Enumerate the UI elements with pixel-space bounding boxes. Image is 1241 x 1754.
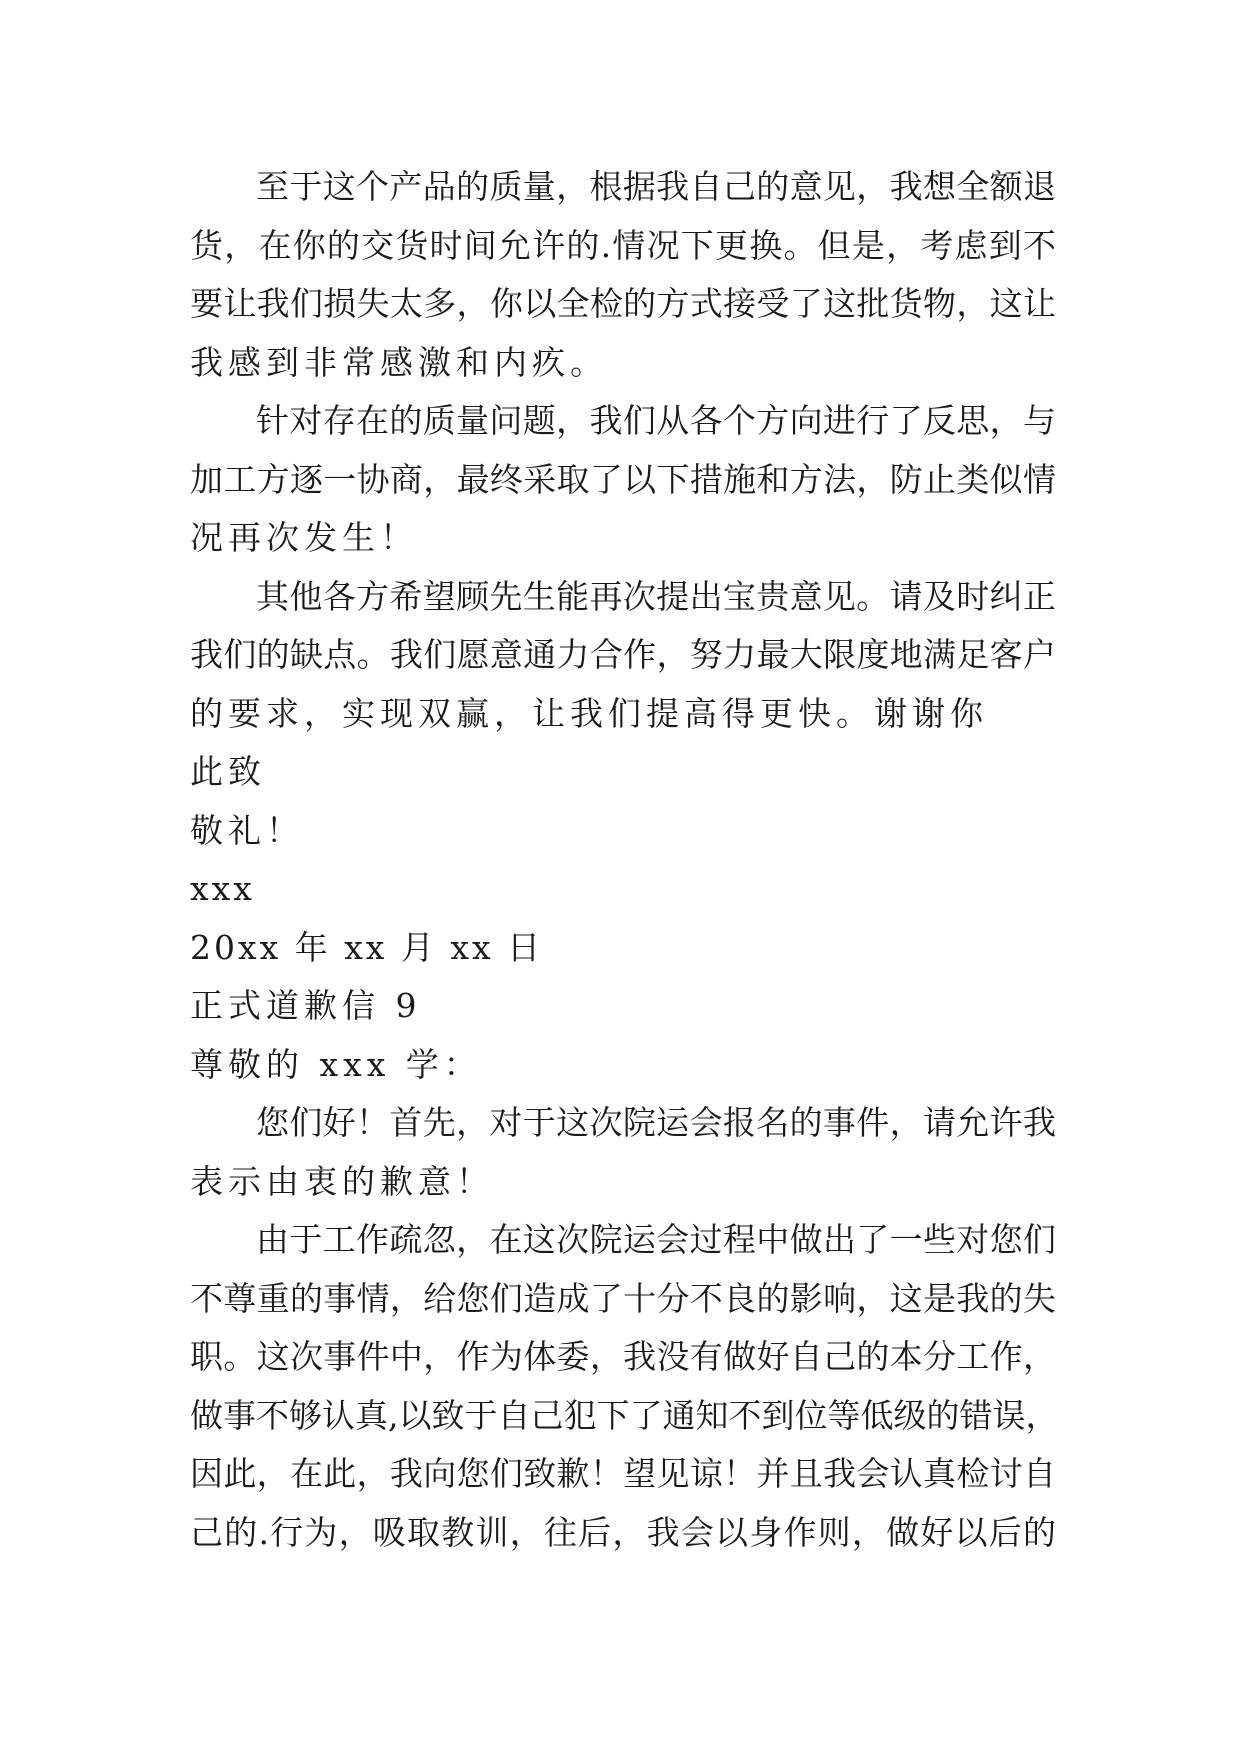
paragraph-line: 不尊重的事情，给您们造成了十分不良的影响，这是我的失 xyxy=(190,1278,1056,1318)
letter-body xyxy=(190,158,1059,1562)
paragraph-line: 其他各方希望顾先生能再次提出宝贵意见。请及时纠正 xyxy=(256,576,1056,616)
letter-greeting: 尊敬的 xxx 学： xyxy=(190,1044,482,1084)
paragraph-line: 我感到非常感激和内疚。 xyxy=(190,342,608,382)
paragraph-line: 况再次发生！ xyxy=(190,518,418,557)
paragraph-line: 至于这个产品的质量，根据我自己的意见，我想全额退 xyxy=(256,167,1056,206)
paragraph-line: 表示由衷的歉意！ xyxy=(190,1161,494,1201)
paragraph-line: 货，在你的交货时间允许的.情况下更换。但是，考虑到不 xyxy=(190,225,1056,265)
paragraph-line: 由于工作疏忽，在这次院运会过程中做出了一些对您们 xyxy=(256,1220,1056,1259)
paragraph-line: 我们的缺点。我们愿意通力合作，努力最大限度地满足客户 xyxy=(190,635,1056,674)
paragraph-line: 职。这次事件中，作为体委，我没有做好自己的本分工作， xyxy=(190,1337,1056,1376)
section-heading: 正式道歉信 9 xyxy=(190,986,422,1025)
paragraph-line: 您们好！首先，对于这次院运会报名的事件，请允许我 xyxy=(256,1103,1056,1142)
paragraph-line: 己的.行为，吸取教训，往后，我会以身作则，做好以后的 xyxy=(190,1512,1056,1552)
paragraph-line: 要让我们损失太多，你以全检的方式接受了这批货物，这让 xyxy=(190,284,1056,323)
paragraph-line: 加工方逐一协商，最终采取了以下措施和方法，防止类似情 xyxy=(190,459,1056,499)
paragraph-line: 的要求，实现双赢，让我们提高得更快。谢谢你 xyxy=(190,693,988,733)
paragraph-line: 针对存在的质量问题，我们从各个方向进行了反思，与 xyxy=(256,401,1056,440)
closing-regards: 敬礼！ xyxy=(190,810,304,850)
signature-name: xxx xyxy=(190,869,255,908)
signature-date: 20xx 年 xx 月 xx 日 xyxy=(190,927,544,967)
closing-salutation: 此致 xyxy=(190,752,266,791)
paragraph-line: 因此，在此，我向您们致歉！望见谅！并且我会认真检讨自 xyxy=(190,1454,1056,1493)
paragraph-line: 做事不够认真,以致于自己犯下了通知不到位等低级的错误， xyxy=(190,1395,1059,1435)
